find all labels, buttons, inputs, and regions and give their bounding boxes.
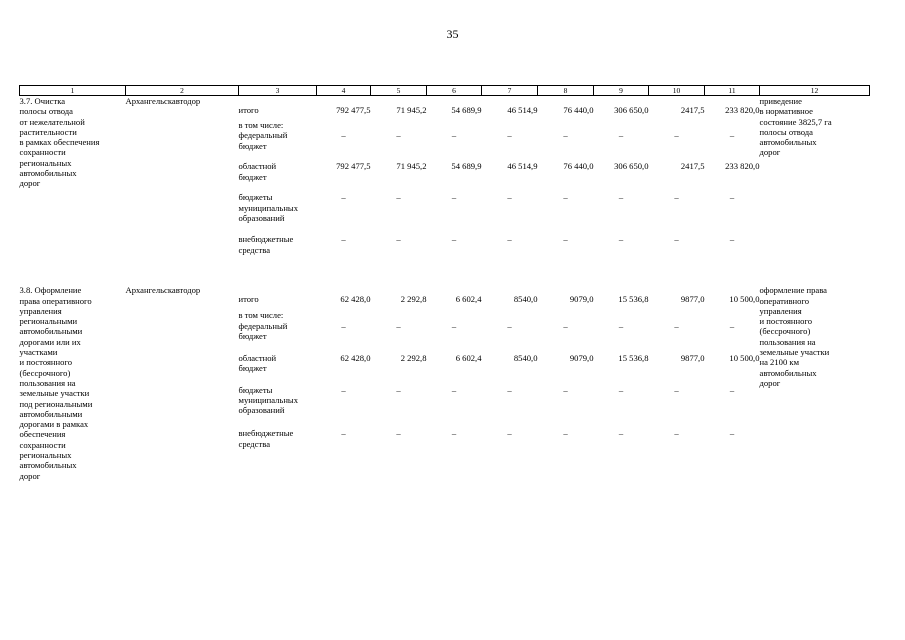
table-row: [20, 96, 870, 121]
spacer-cell: [649, 460, 705, 481]
empty-cell: [594, 120, 649, 130]
column-number-row: [20, 86, 870, 96]
amount-cell: 306 650,0: [614, 161, 649, 172]
spacer-cell: [538, 265, 594, 285]
measure-description: [20, 285, 126, 481]
amount-cell: –: [674, 130, 679, 141]
amount-cell: –: [451, 320, 457, 331]
funding-source-label-line: внебюджетные: [238, 234, 294, 245]
funding-source-label-line: бюджет: [238, 171, 267, 182]
empty-cell: [317, 310, 371, 321]
column-number: 11: [705, 86, 760, 96]
measure-description-line: региональных: [19, 450, 72, 461]
amount-cell: –: [618, 384, 624, 395]
funding-source-label: [239, 234, 317, 265]
amount-cell: 6 602,4: [455, 352, 482, 363]
expected-result-line: состояние 3825,7 га: [759, 116, 832, 127]
amount-cell: 71 945,2: [396, 105, 427, 115]
funding-source-label-line: образований: [238, 405, 285, 416]
funding-source-label-line: средства: [238, 438, 271, 449]
amount-cell: –: [341, 384, 346, 395]
funding-source-label: [239, 96, 317, 121]
funding-source-label: [239, 385, 317, 428]
measure-description-line: региональными: [19, 316, 78, 327]
expected-result-line: дорог: [759, 147, 781, 158]
funding-source-label-line: бюджеты: [238, 192, 273, 203]
amount-cell: 9079,0: [569, 352, 594, 363]
measure-description-line: сохранности: [19, 147, 66, 158]
amount-cell: –: [618, 130, 624, 141]
funding-source-label: [239, 310, 317, 321]
expected-result-line: пользования на: [759, 336, 816, 347]
column-number: 6: [427, 86, 482, 96]
amount-cell: 10 500,0: [729, 294, 760, 305]
empty-cell: [482, 120, 538, 130]
amount-cell: –: [729, 130, 735, 141]
amount-cell: –: [729, 234, 735, 245]
measure-description-line: земельные участки: [19, 388, 90, 399]
expected-result-line: оперативного: [759, 295, 810, 306]
amount-cell: –: [341, 192, 346, 203]
empty-cell: [705, 120, 760, 130]
measure-description-line: 3.8. Оформление: [19, 285, 82, 296]
measure-description-line: права оперативного: [19, 295, 92, 306]
empty-cell: [317, 120, 371, 130]
funding-source-label-line: образований: [238, 212, 285, 223]
measure-description-line: автомобильными: [19, 326, 83, 337]
amount-cell: –: [507, 192, 512, 203]
measure-description-line: 3.7. Очистка: [19, 96, 66, 106]
amount-cell: –: [618, 192, 624, 203]
amount-cell: –: [563, 428, 568, 439]
amount-cell: 15 536,8: [618, 294, 649, 305]
amount-cell: 62 428,0: [340, 294, 371, 305]
funding-source-label-line: в том числе:: [238, 120, 284, 130]
amount-cell: –: [396, 428, 401, 439]
amount-cell: –: [729, 384, 735, 395]
amount-cell: 233 820,0: [725, 161, 760, 172]
measure-description-line: участками: [19, 347, 58, 358]
funding-source-label: [239, 353, 317, 385]
amount-cell: –: [451, 384, 457, 395]
amount-cell: –: [341, 428, 346, 439]
amount-cell: 9079,0: [569, 294, 594, 305]
funding-source-label-line: внебюджетные: [238, 428, 294, 439]
measure-description-line: управления: [19, 305, 62, 316]
measure-description-line: пользования на: [19, 377, 76, 388]
funding-source-label-line: областной: [238, 352, 277, 363]
executor: Архангельскавтодор: [125, 96, 201, 106]
amount-cell: 15 536,8: [618, 352, 649, 363]
measure-description-line: полосы отвода: [19, 106, 73, 117]
measure-description-line: (бессрочного): [19, 367, 71, 378]
amount-cell: –: [507, 320, 512, 331]
amount-cell: 71 945,2: [396, 161, 427, 172]
amount-cell: –: [451, 428, 457, 439]
empty-cell: [427, 120, 482, 130]
amount-cell: 2 292,8: [400, 352, 427, 363]
column-number: 9: [594, 86, 649, 96]
amount-cell: –: [507, 234, 512, 245]
measure-description-line: и постоянного: [19, 357, 73, 368]
amount-cell: 9877,0: [680, 294, 705, 305]
amount-cell: 10 500,0: [729, 352, 760, 363]
amount-cell: 2 292,8: [400, 294, 427, 305]
measure-description-line: под региональными: [19, 398, 93, 409]
funding-source-label-line: итого: [238, 294, 259, 305]
column-number: 10: [649, 86, 705, 96]
spacer-cell: [239, 460, 317, 481]
amount-cell: –: [618, 234, 624, 245]
empty-cell: [705, 310, 760, 321]
measure-description-line: автомобильными: [19, 408, 83, 419]
column-number: 8: [538, 86, 594, 96]
spacer-cell: [427, 460, 482, 481]
page-number: 35: [446, 27, 459, 41]
amount-cell: –: [674, 428, 679, 439]
spacer-cell: [705, 460, 760, 481]
amount-cell: –: [451, 192, 457, 203]
spacer-cell: [482, 460, 538, 481]
empty-cell: [538, 310, 594, 321]
table-row: [20, 285, 870, 310]
spacer-cell: [371, 460, 427, 481]
column-number: 12: [760, 86, 870, 96]
empty-cell: [649, 310, 705, 321]
funding-source-label: [239, 130, 317, 161]
table-body: [20, 96, 870, 481]
expected-result-line: на 2100 км: [759, 357, 800, 368]
spacer-cell: [427, 265, 482, 285]
amount-cell: –: [563, 320, 568, 331]
amount-cell: –: [563, 192, 568, 203]
amount-cell: –: [507, 428, 512, 439]
spacer-cell: [482, 265, 538, 285]
spacer-cell: [594, 460, 649, 481]
empty-cell: [371, 120, 427, 130]
empty-cell: [371, 310, 427, 321]
spacer-cell: [317, 460, 371, 481]
amount-cell: –: [451, 130, 457, 141]
empty-cell: [427, 310, 482, 321]
amount-cell: 46 514,9: [507, 105, 538, 115]
funding-source-label-line: муниципальных: [238, 395, 298, 406]
amount-cell: –: [674, 234, 679, 245]
measure-description-line: автомобильных: [19, 460, 77, 471]
funding-source-label-line: бюджет: [238, 140, 267, 151]
spacer-cell: [239, 265, 317, 285]
amount-cell: 792 477,5: [336, 161, 371, 172]
amount-cell: –: [507, 130, 512, 141]
amount-cell: 54 689,9: [451, 161, 482, 172]
amount-cell: –: [341, 130, 346, 141]
expected-result-line: оформление права: [759, 285, 827, 296]
empty-cell: [538, 120, 594, 130]
measure-description-line: дорог: [19, 178, 41, 189]
executor: Архангельскавтодор: [125, 285, 201, 296]
funding-source-label-line: в том числе:: [238, 310, 284, 321]
amount-cell: 76 440,0: [563, 161, 594, 172]
amount-cell: –: [674, 320, 679, 331]
funding-source-label: [239, 161, 317, 192]
measure-description-line: обеспечения: [19, 429, 66, 440]
spacer-cell: [705, 265, 760, 285]
column-number: 1: [20, 86, 126, 96]
expected-result-line: управления: [759, 305, 802, 316]
funding-source-label-line: федеральный: [238, 320, 288, 331]
amount-cell: 233 820,0: [725, 105, 760, 115]
empty-cell: [482, 310, 538, 321]
amount-cell: –: [507, 384, 512, 395]
measure-description-line: автомобильных: [19, 168, 77, 179]
expected-result-line: приведение: [759, 96, 802, 106]
funding-source-label-line: бюджет: [238, 331, 267, 342]
measure-description-line: растительности: [19, 126, 77, 137]
measure-description-line: дорог: [19, 470, 41, 481]
expected-result: [760, 285, 870, 481]
amount-cell: 54 689,9: [451, 105, 482, 115]
column-number: 7: [482, 86, 538, 96]
expected-result-line: в нормативное: [759, 106, 813, 117]
amount-cell: –: [729, 192, 735, 203]
expected-result-line: полосы отвода: [759, 126, 813, 137]
amount-cell: 2417,5: [680, 161, 705, 172]
amount-cell: –: [618, 428, 624, 439]
amount-cell: –: [341, 234, 346, 245]
spacer-cell: [317, 265, 371, 285]
measure-description: [20, 96, 126, 286]
funding-source-label-line: федеральный: [238, 130, 288, 141]
amount-cell: 62 428,0: [340, 352, 371, 363]
amount-cell: –: [396, 192, 401, 203]
column-number: 3: [239, 86, 317, 96]
empty-cell: [649, 120, 705, 130]
column-number: 5: [371, 86, 427, 96]
amount-cell: –: [396, 130, 401, 141]
amount-cell: –: [563, 384, 568, 395]
amount-cell: –: [729, 320, 735, 331]
amount-cell: –: [451, 234, 457, 245]
spacer-cell: [371, 265, 427, 285]
funding-source-label: [239, 120, 317, 130]
amount-cell: –: [729, 428, 735, 439]
expected-result-line: дорог: [759, 377, 781, 388]
amount-cell: –: [341, 320, 346, 331]
amount-cell: 76 440,0: [563, 105, 594, 115]
funding-source-label-line: средства: [238, 244, 271, 255]
amount-cell: 792 477,5: [336, 105, 371, 115]
amount-cell: –: [674, 384, 679, 395]
amount-cell: 6 602,4: [455, 294, 482, 305]
measure-description-line: в рамках обеспечения: [19, 137, 100, 148]
amount-cell: –: [396, 320, 401, 331]
amount-cell: 306 650,0: [614, 105, 649, 115]
expected-result: [760, 96, 870, 286]
amount-cell: 46 514,9: [507, 161, 538, 172]
funding-source-label-line: муниципальных: [238, 202, 298, 213]
amount-cell: 2417,5: [680, 105, 705, 115]
amount-cell: –: [396, 384, 401, 395]
amount-cell: 8540,0: [513, 294, 538, 305]
funding-source-label: [239, 321, 317, 353]
amount-cell: 9877,0: [680, 352, 705, 363]
funding-source-label: [239, 285, 317, 310]
expected-result-line: и постоянного: [759, 316, 813, 327]
expected-result-line: автомобильных: [759, 367, 817, 378]
amount-cell: –: [563, 234, 568, 245]
budget-table: [19, 85, 870, 481]
amount-cell: –: [396, 234, 401, 245]
funding-source-label: [239, 428, 317, 460]
column-number: 4: [317, 86, 371, 96]
funding-source-label-line: итого: [238, 105, 259, 115]
spacer-cell: [594, 265, 649, 285]
spacer-cell: [538, 460, 594, 481]
measure-description-line: сохранности: [19, 439, 66, 450]
expected-result-line: автомобильных: [759, 137, 817, 148]
measure-description-line: региональных: [19, 157, 72, 168]
funding-source-label-line: бюджеты: [238, 384, 273, 395]
expected-result-line: (бессрочного): [759, 326, 811, 337]
funding-source-label-line: бюджет: [238, 363, 267, 374]
funding-source-label: [239, 192, 317, 234]
empty-cell: [594, 310, 649, 321]
measure-description-line: дорогами в рамках: [19, 419, 89, 430]
measure-description-line: от нежелательной: [19, 116, 85, 127]
column-number: 2: [126, 86, 239, 96]
amount-cell: –: [674, 192, 679, 203]
expected-result-line: земельные участки: [759, 347, 830, 358]
funding-source-label-line: областной: [238, 161, 277, 172]
amount-cell: –: [563, 130, 568, 141]
amount-cell: –: [618, 320, 624, 331]
measure-description-line: дорогами или их: [19, 336, 81, 347]
spacer-cell: [649, 265, 705, 285]
amount-cell: 8540,0: [513, 352, 538, 363]
